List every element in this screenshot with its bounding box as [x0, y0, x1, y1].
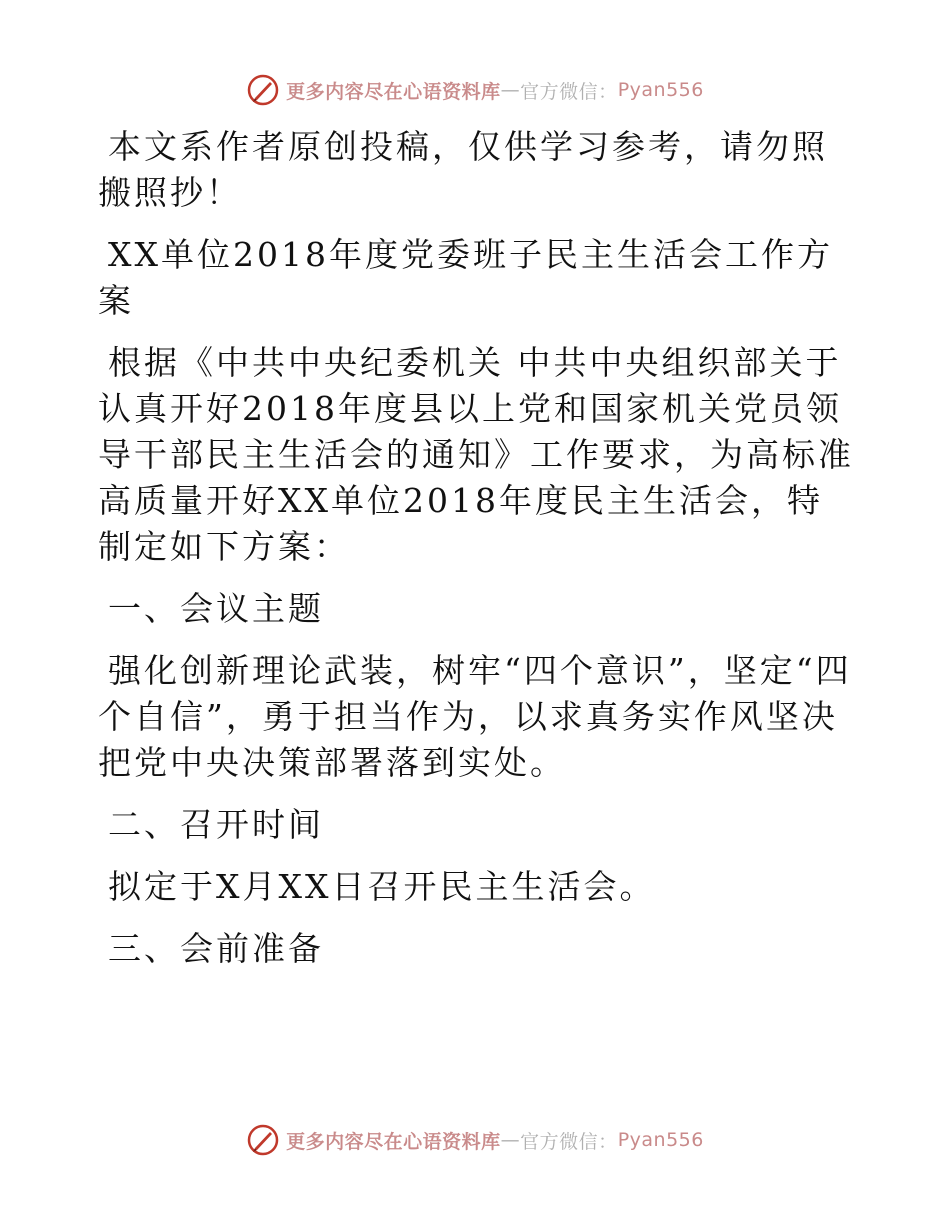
section-heading-1: 一、会议主题	[108, 589, 324, 628]
quill-logo-icon	[246, 73, 280, 107]
watermark-label: 官方微信：	[520, 80, 618, 103]
section-heading-2: 二、召开时间	[108, 805, 324, 844]
watermark-dash: —	[500, 79, 521, 101]
section-body-2: 拟定于X月XX日召开民主生活会。	[108, 867, 656, 906]
watermark-dash: —	[500, 1129, 521, 1151]
quill-logo-icon	[246, 1123, 280, 1157]
copyright-notice: 本文系作者原创投稿，仅供学习参考，请勿照搬照抄！	[98, 127, 828, 212]
document-body	[98, 124, 858, 988]
section-body-1: 强化创新理论武装，树牢“四个意识”，坚定“四个自信”，勇于担当作为，以求真务实作风坚决把党中央决策部署落到实处。	[98, 651, 852, 782]
document-title: XX单位2018年度党委班子民主生活会工作方案	[98, 235, 833, 320]
footer-watermark	[0, 1120, 950, 1160]
watermark-brand: 更多内容尽在心语资料库	[286, 1130, 501, 1153]
intro-paragraph: 根据《中共中央纪委机关 中共中央组织部关于认真开好2018年度县以上党和国家机关党员领导干部民主生活会的通知》工作要求，为高标准高质量开好XX单位2018年度民主生活会，特制定如下方案：	[98, 343, 854, 566]
header-watermark	[0, 70, 950, 110]
watermark-label: 官方微信：	[520, 1130, 618, 1153]
watermark-id: Pyan556	[617, 1129, 704, 1151]
section-heading-3: 三、会前准备	[108, 929, 324, 968]
watermark-brand: 更多内容尽在心语资料库	[286, 80, 501, 103]
watermark-id: Pyan556	[617, 79, 704, 101]
